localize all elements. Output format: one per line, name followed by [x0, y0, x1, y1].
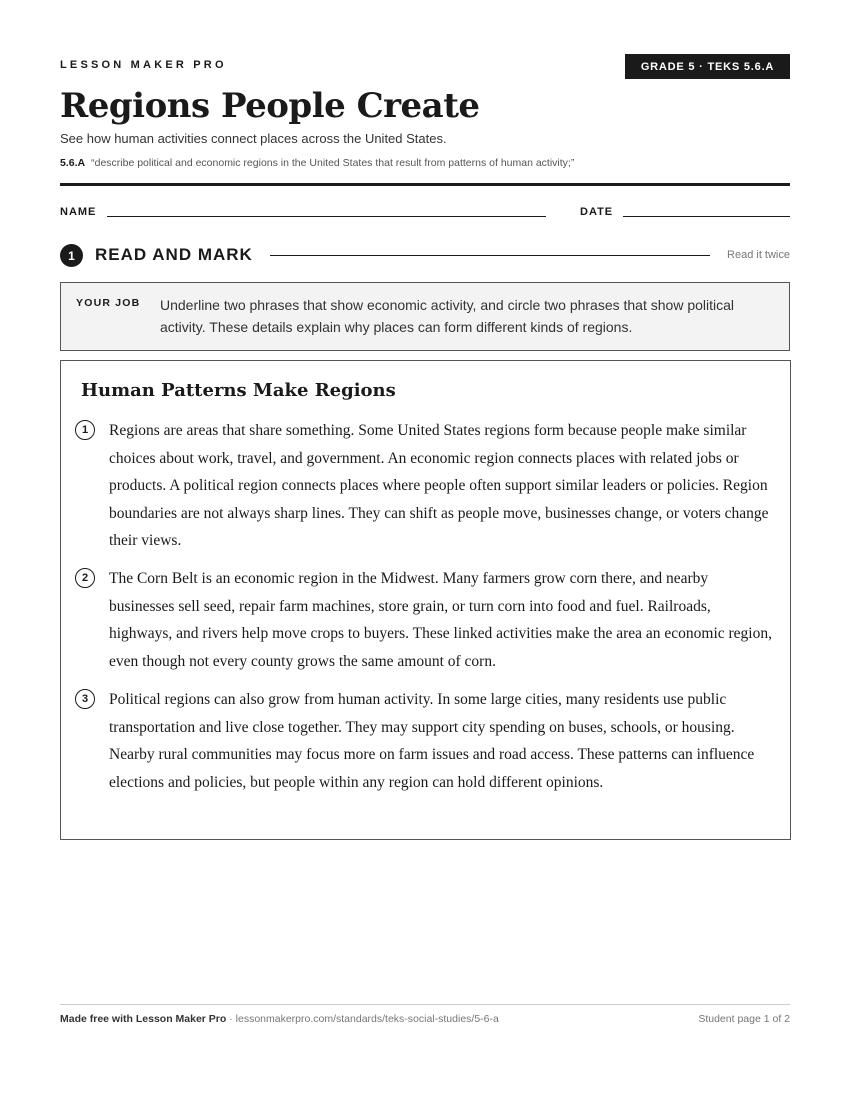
- section-divider: [270, 255, 710, 256]
- footer-url[interactable]: · lessonmakerpro.com/standards/teks-social-studies/5-6-a: [226, 1013, 499, 1025]
- paragraph-text[interactable]: The Corn Belt is an economic region in the Midwest. Many farmers grow corn there, and nearby businesses sell seed, repair farm machines, store grain, or turn corn into food and fuel. Railroads, highways, and rivers help move crops to buyers. These linked activities make the area an economic region, even though not every county grows the same amount of corn.: [109, 570, 772, 670]
- footer-divider: [60, 1004, 790, 1005]
- reading-title: Human Patterns Make Regions: [81, 380, 396, 401]
- name-label: NAME: [60, 206, 97, 218]
- brand-name: LESSON MAKER PRO: [60, 59, 227, 71]
- section-number-badge: 1: [60, 244, 83, 267]
- reading-passage-box: [60, 360, 791, 840]
- job-text: Underline two phrases that show economic activity, and circle two phrases that show political activity. These details explain why places can form different kinds of regions.: [160, 297, 735, 335]
- standard-line: [60, 157, 574, 169]
- job-label: YOUR JOB: [76, 297, 141, 309]
- name-field[interactable]: [107, 216, 546, 217]
- page-subtitle: See how human activities connect places across the United States.: [60, 131, 447, 146]
- paragraph-number-badge: 1: [75, 420, 95, 440]
- date-label: DATE: [580, 206, 614, 218]
- footer-made-with: Made free with Lesson Maker Pro: [60, 1013, 227, 1025]
- standard-text: “describe political and economic regions in the United States that result from patterns of human activity;”: [91, 157, 575, 169]
- paragraph-text[interactable]: Regions are areas that share something. Some United States regions form because people make similar choices about work, travel, and government. An economic region connects places with related jobs or products. A political region connects places where people often support similar leaders or policies. Region boundaries are not always sharp lines. They can shift as people move, businesses change, or voters change their views.: [109, 422, 769, 549]
- section-title: READ AND MARK: [95, 245, 253, 264]
- standard-code: 5.6.A: [60, 157, 86, 169]
- footer-credit: [60, 1013, 499, 1025]
- footer-page-number: Student page 1 of 2: [698, 1013, 790, 1025]
- paragraph-number-badge: 2: [75, 568, 95, 588]
- paragraph-number-badge: 3: [75, 689, 95, 709]
- paragraph-text[interactable]: Political regions can also grow from human activity. In some large cities, many residents use public transportation and live close together. They may support city spending on buses, schools, or housing. Nearby rural communities may focus more on farm issues and road access. These patterns can influence elections and policies, but people within any region can hold different opinions.: [109, 691, 755, 791]
- date-field[interactable]: [623, 216, 790, 217]
- header-divider: [60, 183, 790, 186]
- grade-badge: GRADE 5 · TEKS 5.6.A: [625, 54, 790, 79]
- page-title: Regions People Create: [60, 86, 480, 126]
- job-instructions-box: [60, 282, 790, 351]
- section-note: Read it twice: [727, 249, 790, 261]
